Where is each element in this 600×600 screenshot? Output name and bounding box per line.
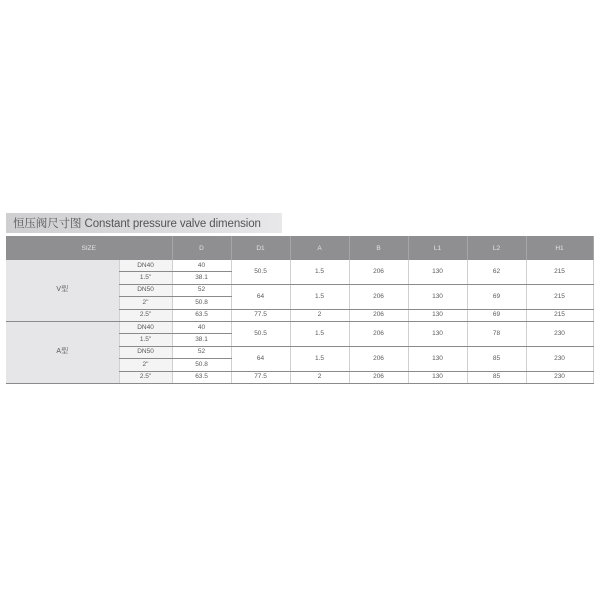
d-cell: 40 [172, 260, 231, 272]
l1-cell: 130 [408, 371, 467, 384]
d-cell: 63.5 [172, 371, 231, 384]
b-cell: 206 [349, 346, 408, 371]
header-a: A [290, 236, 349, 260]
l2-cell: 69 [467, 284, 526, 309]
d1-cell: 50.5 [231, 260, 290, 284]
header-l2: L2 [467, 236, 526, 260]
d-cell: 40 [172, 321, 231, 333]
a-cell: 1.5 [290, 346, 349, 371]
table-row [6, 260, 593, 272]
l2-cell: 85 [467, 346, 526, 371]
d-cell: 52 [172, 346, 231, 358]
table-row [6, 321, 593, 333]
title-bar [6, 213, 282, 233]
a-cell: 2 [290, 371, 349, 384]
d1-cell: 77.5 [231, 371, 290, 384]
b-cell: 206 [349, 260, 408, 284]
h1-cell: 215 [526, 284, 593, 309]
l2-cell: 62 [467, 260, 526, 284]
h1-cell: 230 [526, 346, 593, 371]
size-cell: 2" [119, 297, 172, 309]
d-cell: 52 [172, 284, 231, 296]
l1-cell: 130 [408, 321, 467, 346]
a-cell: 2 [290, 309, 349, 321]
header-d: D [172, 236, 231, 260]
a-cell: 1.5 [290, 260, 349, 284]
l1-cell: 130 [408, 260, 467, 284]
l1-cell: 130 [408, 284, 467, 309]
size-cell: DN50 [119, 284, 172, 296]
size-cell: 2.5" [119, 371, 172, 384]
d-cell: 50.8 [172, 297, 231, 309]
header-size: SIZE [6, 236, 172, 260]
b-cell: 206 [349, 309, 408, 321]
size-cell: 1.5" [119, 334, 172, 346]
header-row [6, 236, 593, 260]
group-label: A型 [6, 321, 119, 383]
l2-cell: 78 [467, 321, 526, 346]
b-cell: 206 [349, 284, 408, 309]
d-cell: 50.8 [172, 359, 231, 371]
dimension-table [6, 236, 593, 384]
l2-cell: 69 [467, 309, 526, 321]
group-label: V型 [6, 260, 119, 321]
d1-cell: 77.5 [231, 309, 290, 321]
h1-cell: 215 [526, 309, 593, 321]
l2-cell: 85 [467, 371, 526, 384]
size-cell: DN50 [119, 346, 172, 358]
d1-cell: 64 [231, 284, 290, 309]
size-cell: 2" [119, 359, 172, 371]
h1-cell: 230 [526, 371, 593, 384]
a-cell: 1.5 [290, 321, 349, 346]
size-cell: DN40 [119, 260, 172, 272]
header-d1: D1 [231, 236, 290, 260]
d-cell: 38.1 [172, 272, 231, 284]
l1-cell: 130 [408, 346, 467, 371]
b-cell: 206 [349, 321, 408, 346]
b-cell: 206 [349, 371, 408, 384]
d1-cell: 64 [231, 346, 290, 371]
h1-cell: 230 [526, 321, 593, 346]
table-title: 恒压阀尺寸图 Constant pressure valve dimension [13, 218, 261, 230]
a-cell: 1.5 [290, 284, 349, 309]
header-b: B [349, 236, 408, 260]
d1-cell: 50.5 [231, 321, 290, 346]
header-h1: H1 [526, 236, 593, 260]
d-cell: 63.5 [172, 309, 231, 321]
size-cell: 1.5" [119, 272, 172, 284]
h1-cell: 215 [526, 260, 593, 284]
size-cell: DN40 [119, 321, 172, 333]
size-cell: 2.5" [119, 309, 172, 321]
header-l1: L1 [408, 236, 467, 260]
l1-cell: 130 [408, 309, 467, 321]
d-cell: 38.1 [172, 334, 231, 346]
